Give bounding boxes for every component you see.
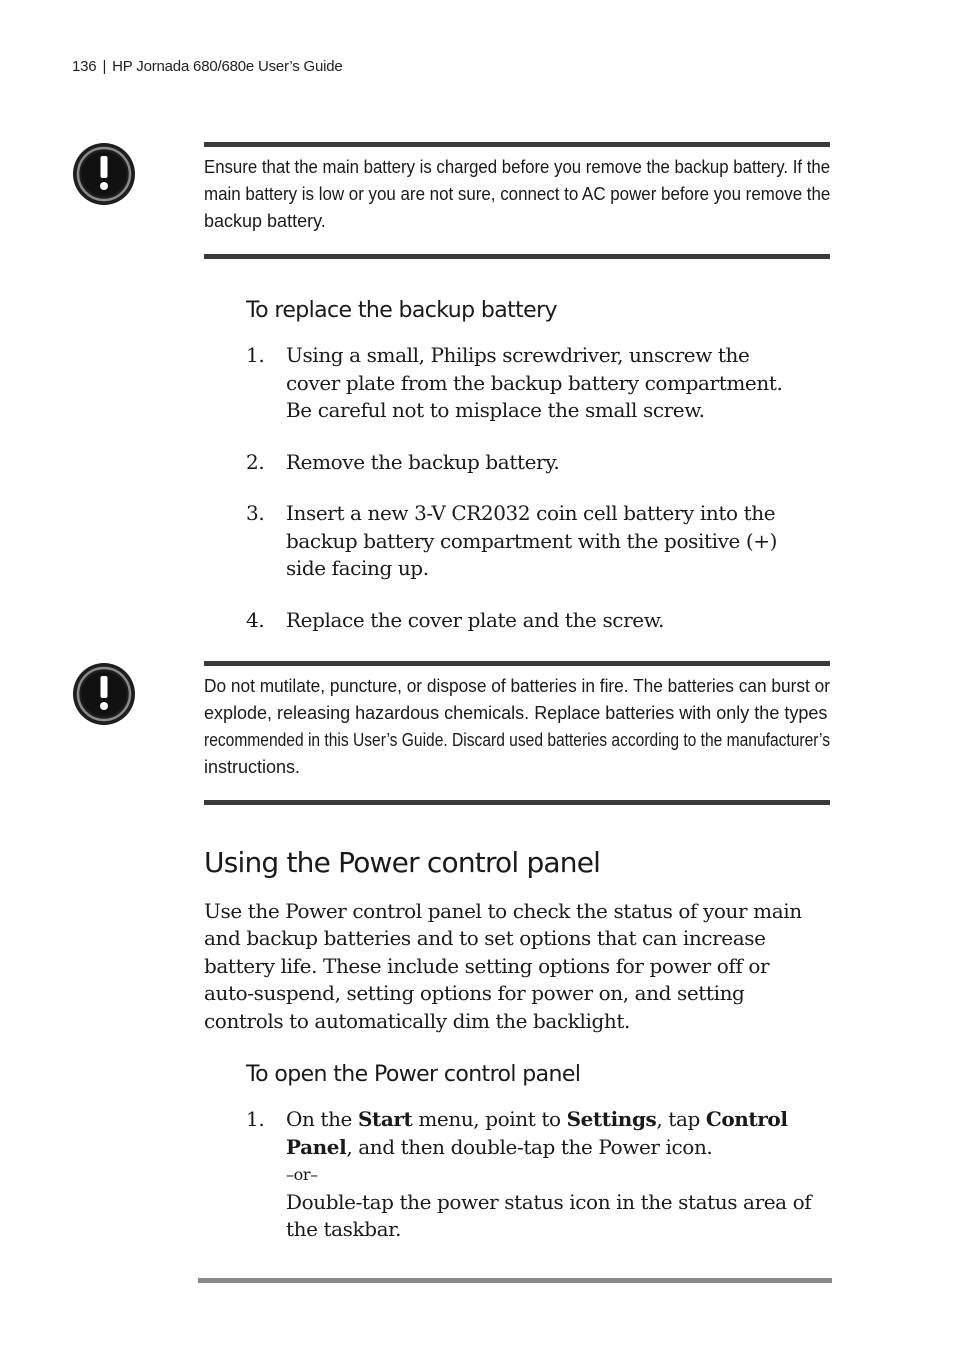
- step-line: Using a small, Philips screwdriver, unscrew the: [286, 343, 750, 367]
- step-line: Insert a new 3-V CR2032 coin cell battery into the: [286, 501, 776, 525]
- note-line: instructions.: [204, 757, 301, 777]
- paragraph-line: controls to automatically dim the backlight.: [204, 1008, 630, 1033]
- page-number: 136: [72, 58, 97, 75]
- step-text: [286, 500, 836, 583]
- paragraph-line: auto-suspend, setting options for power on, and setting: [204, 981, 745, 1006]
- step-text-run: , and then double-tap the Power icon.: [346, 1134, 713, 1159]
- note-bottom-rule: [204, 800, 830, 805]
- section-paragraph: [204, 898, 834, 1035]
- note-line: recommended in this User’s Guide. Discard used batteries according to the manufacturer’s: [204, 730, 831, 750]
- replace-battery-heading: To replace the backup battery: [246, 298, 557, 323]
- paragraph-line: battery life. These include setting options for power off or: [204, 953, 770, 978]
- step-number: 2.: [246, 450, 265, 474]
- page-bottom-rule: [198, 1278, 832, 1283]
- or-separator: –or–: [286, 1165, 318, 1184]
- note-top-rule: [204, 661, 830, 666]
- step-line: backup battery compartment with the positive (+): [286, 528, 778, 553]
- step-text-run: On the: [286, 1107, 358, 1131]
- paragraph-line: and backup batteries and to set options that can increase: [204, 926, 766, 951]
- header-separator: |: [102, 58, 107, 75]
- note-line: backup battery.: [204, 211, 326, 231]
- step-text: [286, 342, 836, 425]
- step-text: [286, 449, 836, 477]
- note-line: explode, releasing hazardous chemicals. Replace batteries with only the types: [204, 703, 828, 723]
- note-line: Do not mutilate, puncture, or dispose of batteries in fire. The batteries can burst or: [204, 676, 831, 696]
- step-text: [286, 1106, 846, 1244]
- note-top-rule: [204, 142, 830, 147]
- step-text: [286, 607, 836, 635]
- step-number: 3.: [246, 501, 265, 525]
- step-text-run: menu, point to: [412, 1107, 567, 1131]
- paragraph-line: Use the Power control panel to check the status of your main: [204, 899, 802, 923]
- exclamation-warning-icon: [71, 141, 137, 207]
- step-number: 1.: [246, 343, 265, 367]
- step-line: Replace the cover plate and the screw.: [286, 608, 665, 632]
- step-text-run: , tap: [656, 1107, 706, 1131]
- step-number: 1.: [246, 1107, 265, 1131]
- section-heading: Using the Power control panel: [204, 846, 601, 879]
- step-line: [286, 1106, 846, 1134]
- step-line: cover plate from the backup battery compartment.: [286, 370, 783, 395]
- step-line: side facing up.: [286, 556, 429, 580]
- step-line: Double-tap the power status icon in the status area of: [286, 1189, 812, 1214]
- note-line: main battery is low or you are not sure, connect to AC power before you remove the: [204, 184, 831, 204]
- control-panel-term: Panel: [286, 1134, 347, 1159]
- control-panel-term: Control: [705, 1107, 788, 1131]
- step-line: Remove the backup battery.: [286, 450, 560, 474]
- battery-charge-note: [204, 154, 830, 235]
- settings-term: Settings: [566, 1107, 657, 1131]
- note-bottom-rule: [204, 254, 830, 259]
- battery-disposal-warning: [204, 673, 830, 781]
- running-header: [72, 58, 343, 75]
- exclamation-warning-icon: [71, 661, 137, 727]
- step-line: Be careful not to misplace the small screw.: [286, 398, 705, 422]
- step-line: [286, 1134, 846, 1162]
- note-line: Ensure that the main battery is charged before you remove the backup battery. If the: [204, 157, 831, 177]
- step-line: the taskbar.: [286, 1217, 402, 1241]
- step-number: 4.: [246, 608, 265, 632]
- open-panel-heading: To open the Power control panel: [246, 1062, 581, 1087]
- start-menu-term: Start: [357, 1107, 413, 1131]
- book-title: HP Jornada 680/680e User’s Guide: [112, 58, 343, 75]
